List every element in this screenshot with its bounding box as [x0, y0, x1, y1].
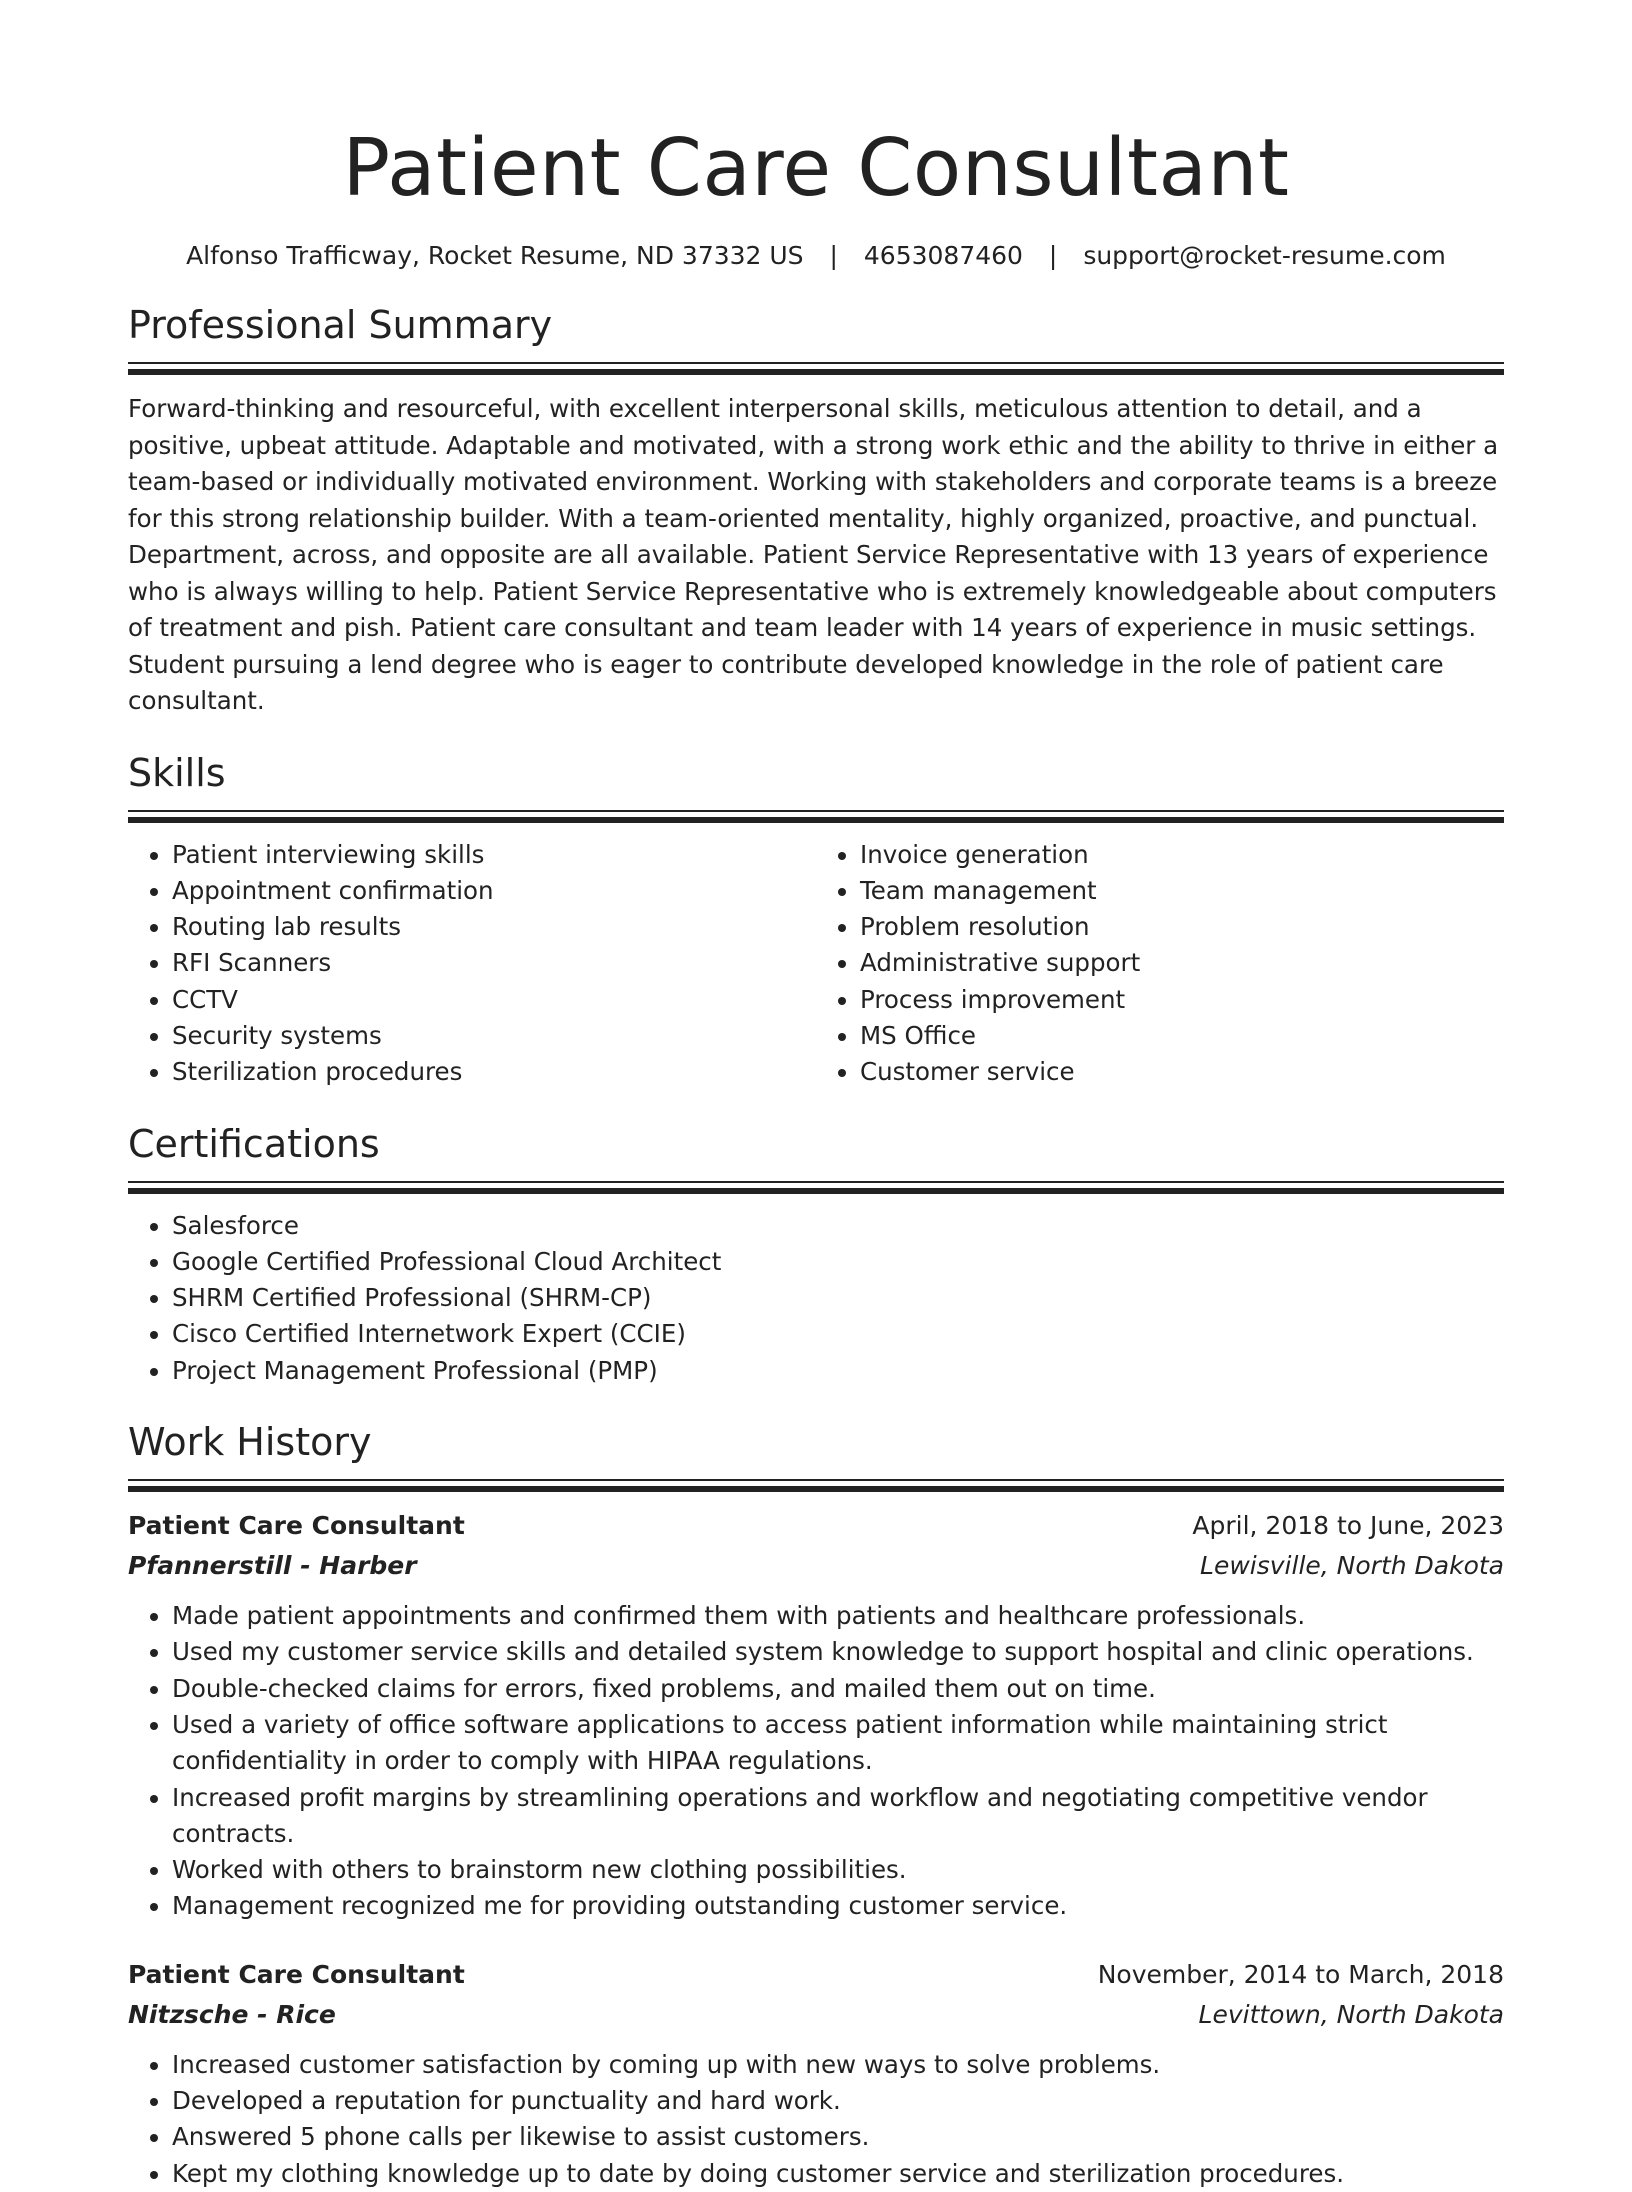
job-bullet: • Answered 5 phone calls per likewise to assist customers.: [172, 2119, 1504, 2155]
job-dates: April, 2018 to June, 2023: [1192, 1511, 1504, 1541]
job-bullet: • Double-checked claims for errors, fixed problems, and mailed them out on time.: [172, 1671, 1504, 1707]
certification-item: • Project Management Professional (PMP): [172, 1353, 1504, 1389]
skill-item: • Administrative support: [860, 945, 1504, 981]
contact-email: support@rocket-resume.com: [1083, 241, 1446, 270]
skill-item: • Invoice generation: [860, 837, 1504, 873]
skills-section: [128, 748, 1504, 1091]
summary-section: [128, 300, 1504, 720]
certifications-list: [128, 1208, 1504, 1389]
job-location: Levittown, North Dakota: [1198, 1999, 1504, 2029]
section-heading-skills: Skills: [128, 750, 226, 795]
job-subheader-row: [128, 1995, 1504, 2035]
skill-item: • Patient interviewing skills: [172, 837, 816, 873]
job-bullet: • Increased customer satisfaction by coming up with new ways to solve problems.: [172, 2047, 1504, 2083]
job-header-row: [128, 1506, 1504, 1546]
skill-item: • CCTV: [172, 982, 816, 1018]
certification-item: • SHRM Certified Professional (SHRM-CP): [172, 1280, 1504, 1316]
section-divider: [128, 362, 1504, 375]
skill-item: • Sterilization procedures: [172, 1054, 816, 1090]
job-header-row: [128, 1955, 1504, 1995]
contact-line: [128, 238, 1504, 274]
skill-item: • MS Office: [860, 1018, 1504, 1054]
skill-item: • Problem resolution: [860, 909, 1504, 945]
skills-list-left: [128, 837, 816, 1091]
skills-list-right: [816, 837, 1504, 1091]
resume-title: Patient Care Consultant: [342, 122, 1290, 214]
job-subheader-row: [128, 1546, 1504, 1586]
section-heading-work-history: Work History: [128, 1420, 372, 1465]
job-title: Patient Care Consultant: [128, 1511, 465, 1541]
certifications-section: [128, 1119, 1504, 1389]
job-title: Patient Care Consultant: [128, 1959, 465, 1989]
skill-item: • RFI Scanners: [172, 945, 816, 981]
skill-item: • Appointment confirmation: [172, 873, 816, 909]
skill-item: • Process improvement: [860, 982, 1504, 1018]
job-bullet: • Used a variety of office software applications to access patient information while maintaining strict confidentiality in order to comply with HIPAA regulations.: [172, 1707, 1504, 1780]
contact-separator: |: [1048, 241, 1058, 270]
section-heading-summary: Professional Summary: [128, 303, 553, 347]
contact-phone: 4653087460: [863, 241, 1023, 270]
section-heading-certifications: Certifications: [128, 1121, 380, 1166]
job-entry: [128, 1506, 1504, 1925]
job-location: Lewisville, North Dakota: [1200, 1551, 1504, 1581]
job-entry: [128, 1955, 1504, 2192]
job-bullet: • Made patient appointments and confirmed them with patients and healthcare professionals.: [172, 1598, 1504, 1634]
section-divider: [128, 1181, 1504, 1194]
job-dates: November, 2014 to March, 2018: [1097, 1959, 1504, 1989]
skills-columns: [128, 837, 1504, 1091]
skill-item: • Security systems: [172, 1018, 816, 1054]
job-bullets: [128, 2047, 1504, 2192]
job-company: Nitzsche - Rice: [128, 1999, 336, 2029]
job-company: Pfannerstill - Harber: [128, 1551, 417, 1581]
section-divider: [128, 1479, 1504, 1492]
section-divider: [128, 810, 1504, 823]
certification-item: • Cisco Certified Internetwork Expert (CCIE): [172, 1316, 1504, 1352]
contact-separator: |: [829, 241, 838, 270]
job-bullet: • Management recognized me for providing outstanding customer service.: [172, 1888, 1504, 1924]
job-bullet: • Kept my clothing knowledge up to date by doing customer service and sterilization procedures.: [172, 2156, 1504, 2192]
summary-text: Forward-thinking and resourceful, with excellent interpersonal skills, meticulous attention to detail, and a positive, upbeat attitude. Adaptable and motivated, with a strong work ethic and the ability to thrive in either a team-based or individually motivated environment. Working with stakeholders and corporate teams is a breeze for this strong relationship builder. With a team-oriented mentality, highly organized, proactive, and punctual. Department, across, and opposite are all available. Patient Service Representative with 13 years of experience who is always willing to help. Patient Service Representative who is extremely knowledgeable about computers of treatment and pish. Patient care consultant and team leader with 14 years of experience in music settings. Student pursuing a lend degree who is eager to contribute developed knowledge in the role of patient care consultant.: [128, 394, 1499, 715]
certification-item: • Google Certified Professional Cloud Architect: [172, 1244, 1504, 1280]
job-bullet: • Increased profit margins by streamlining operations and workflow and negotiating competitive vendor contracts.: [172, 1780, 1504, 1853]
skill-item: • Routing lab results: [172, 909, 816, 945]
contact-address: Alfonso Trafficway, Rocket Resume, ND 37332 US: [186, 241, 804, 270]
job-bullet: • Used my customer service skills and detailed system knowledge to support hospital and clinic operations.: [172, 1634, 1504, 1670]
skill-item: • Team management: [860, 873, 1504, 909]
skill-item: • Customer service: [860, 1054, 1504, 1090]
job-bullet: • Worked with others to brainstorm new clothing possibilities.: [172, 1852, 1504, 1888]
job-bullets: [128, 1598, 1504, 1925]
certification-item: • Salesforce: [172, 1208, 1504, 1244]
job-bullet: • Developed a reputation for punctuality and hard work.: [172, 2083, 1504, 2119]
work-history-section: [128, 1417, 1504, 2192]
